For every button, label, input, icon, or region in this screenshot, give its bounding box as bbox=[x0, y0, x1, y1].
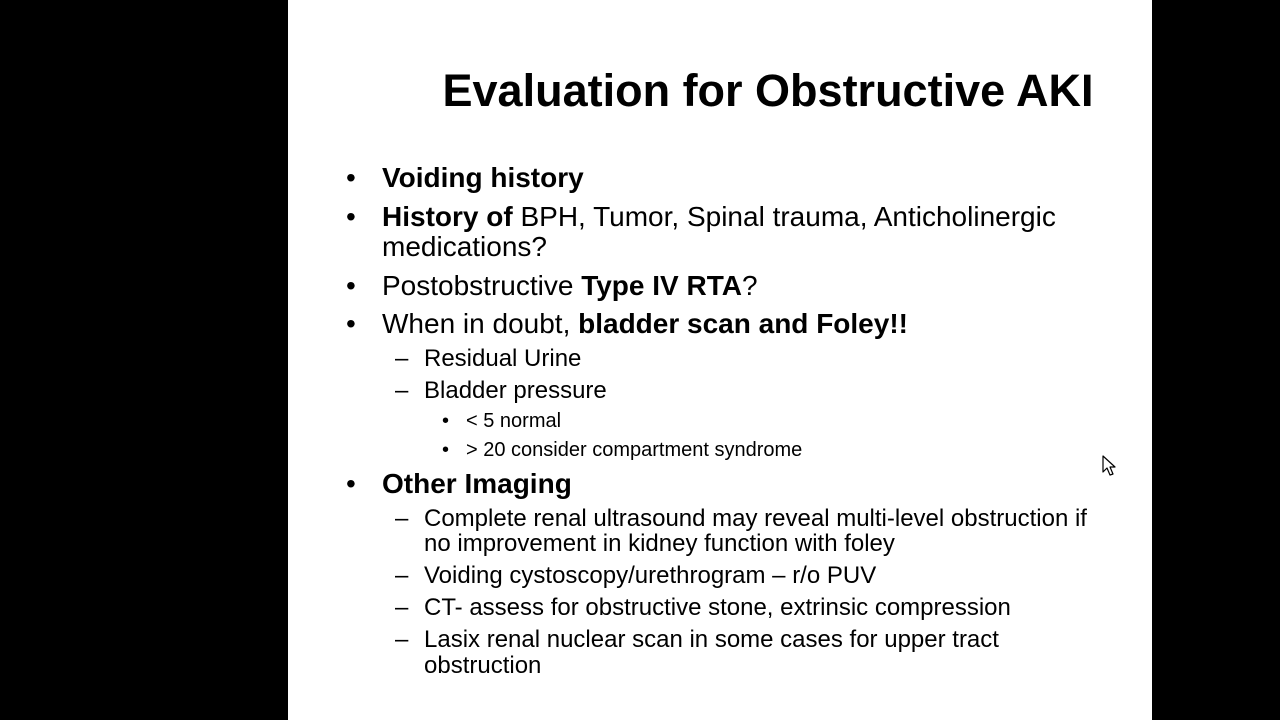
bullet-history-of bbox=[382, 203, 1056, 231]
bullet-residual-urine: Residual Urine bbox=[424, 345, 582, 372]
bullet-dot: • bbox=[442, 410, 450, 432]
bullet-when-in-doubt bbox=[382, 310, 908, 338]
bullet-dot: • bbox=[442, 439, 450, 461]
bullet-dot: • bbox=[346, 308, 356, 339]
bullet-ct: CT- assess for obstructive stone, extrinsic compression bbox=[424, 594, 1011, 621]
bullet-dash: – bbox=[395, 594, 409, 621]
slide-title: Evaluation for Obstructive AKI bbox=[442, 65, 1094, 116]
bullet-history-of-rest: BPH, Tumor, Spinal trauma, Anticholinergic bbox=[512, 201, 1056, 232]
bullet-lasix-line2: obstruction bbox=[424, 652, 542, 679]
bullet-postobstructive-c: ? bbox=[741, 270, 758, 301]
slide bbox=[288, 0, 1152, 720]
bullet-postobstructive bbox=[382, 272, 758, 300]
bullet-voiding-history: Voiding history bbox=[382, 162, 584, 193]
bullet-ultrasound-line2: no improvement in kidney function with foley bbox=[424, 530, 895, 557]
bullet-dash: – bbox=[395, 562, 409, 589]
bullet-postobstructive-b: Type IV RTA bbox=[581, 270, 742, 301]
bullet-when-in-doubt-a: When in doubt, bbox=[382, 308, 579, 339]
bullet-history-of-line2: medications? bbox=[382, 231, 547, 262]
bullet-dash: – bbox=[395, 345, 409, 372]
bullet-dash: – bbox=[395, 377, 409, 404]
bullet-other-imaging: Other Imaging bbox=[382, 468, 572, 499]
bullet-lasix: Lasix renal nuclear scan in some cases for upper tract bbox=[424, 626, 999, 653]
bullet-voiding-cystoscopy: Voiding cystoscopy/urethrogram – r/o PUV bbox=[424, 562, 877, 589]
bullet-when-in-doubt-b: bladder scan and Foley!! bbox=[578, 308, 908, 339]
bullet-dot: • bbox=[346, 201, 356, 232]
bullet-bladder-pressure: Bladder pressure bbox=[424, 377, 607, 404]
bullet-dot: • bbox=[346, 162, 356, 193]
bullet-dash: – bbox=[395, 505, 409, 532]
bullet-history-of-bold: History of bbox=[382, 201, 513, 232]
bullet-ultrasound: Complete renal ultrasound may reveal multi-level obstruction if bbox=[424, 505, 1087, 532]
bullet-postobstructive-a: Postobstructive bbox=[382, 270, 582, 301]
bullet-gt20-compartment: > 20 consider compartment syndrome bbox=[466, 439, 803, 461]
bullet-dash: – bbox=[395, 626, 409, 653]
bullet-dot: • bbox=[346, 468, 356, 499]
mouse-cursor-icon bbox=[1102, 455, 1118, 477]
bullet-lt5-normal: < 5 normal bbox=[466, 410, 562, 432]
bullet-dot: • bbox=[346, 270, 356, 301]
